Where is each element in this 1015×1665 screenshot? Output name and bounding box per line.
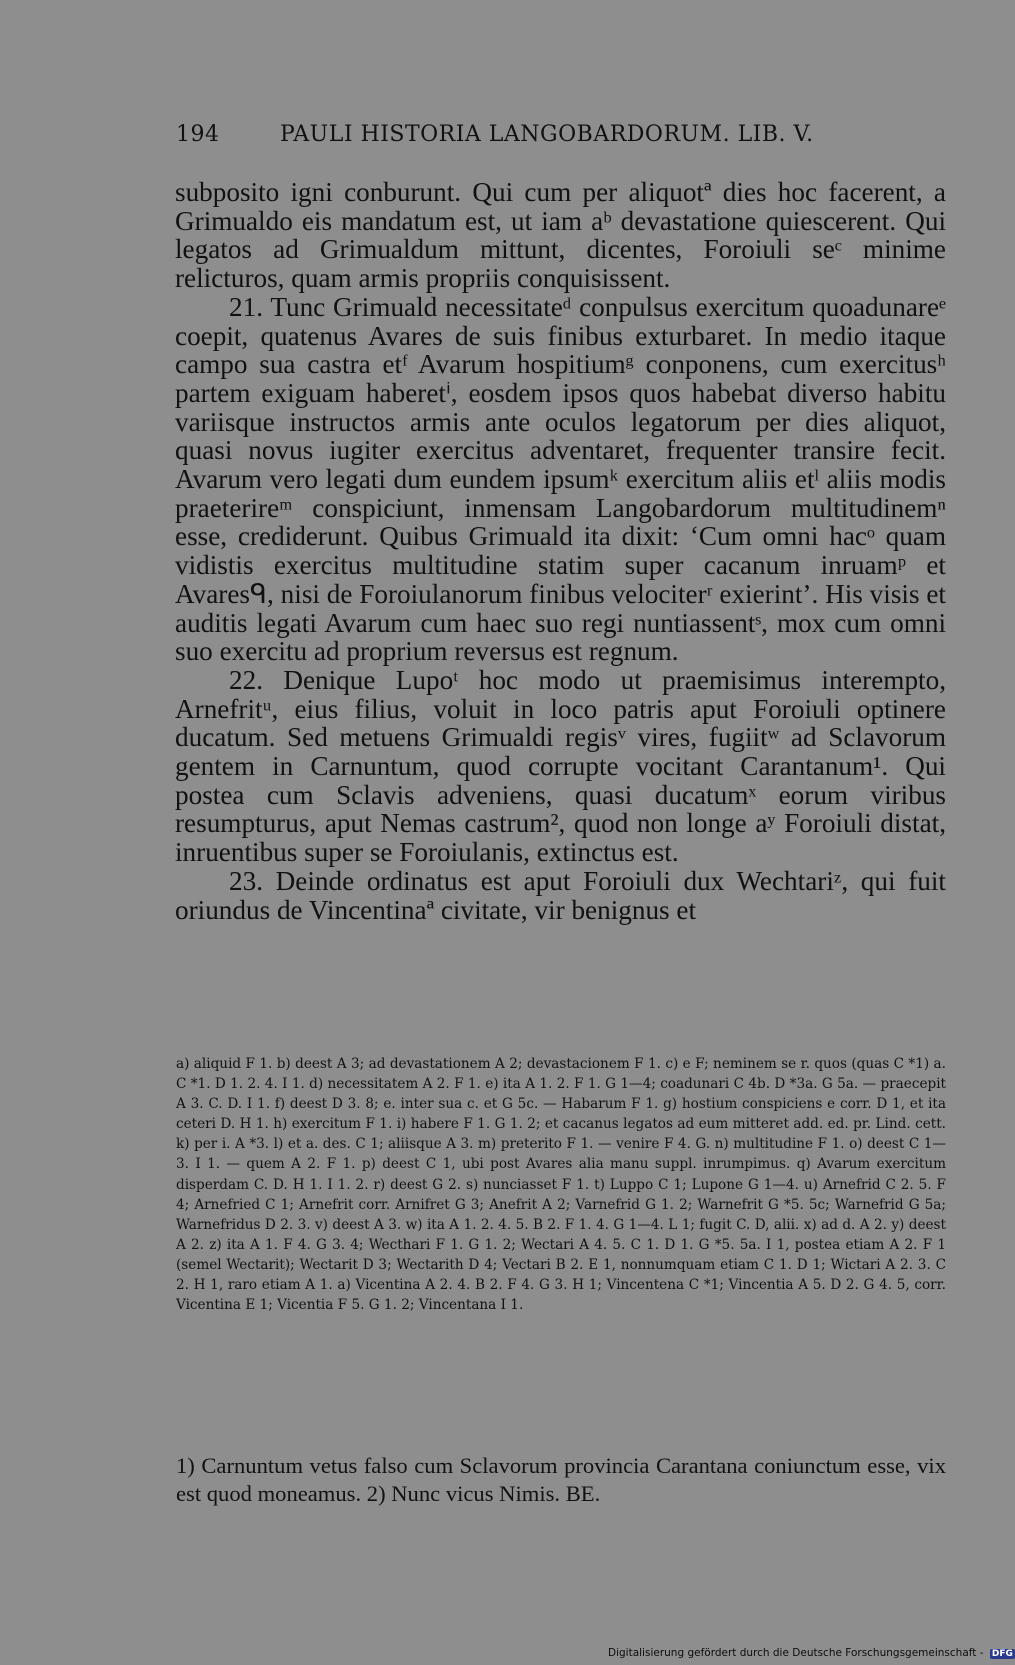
paragraph-chapter-21: 21. Tunc Grimuald necessitateᵈ conpulsus exercitum quoadunareᵉ coepit, quatenus Avares de suis finibus exturbaret. In medio itaque campo sua castra etᶠ Avarum hospitiumᵍ conponens, cum exercitusʰ partem exiguam haberetⁱ, eosdem ipsos quos habebat diverso habitu variisque instructos armis ante oculos legatorum per dies aliquot, quasi novus iugiter exercitus adventaret, frequenter transire fecit. Avarum vero legati dum eundem ipsumᵏ exercitum aliis etˡ aliis modis praeterireᵐ conspiciunt, inmensam Langobardorum multitudinemⁿ esse, crediderunt. Quibus Grimuald ita dixit: ‘Cum omni hacᵒ quam vidistis exercitus multitudine statim super cacanum inruamᵖ et Avaresᑫ, nisi de Foroiulanorum finibus velociterʳ exierint’. His visis et auditis legati Avarum cum haec suo regi nuntiassentˢ, mox cum omni suo exercitu ad proprium reversus est regnum. — [175, 291, 946, 667]
credit-text: Digitalisierung gefördert durch die Deutsche Forschungsgemeinschaft - — [608, 1647, 984, 1659]
page-number: 194 — [176, 122, 220, 147]
paragraph-chapter-23: 23. Deinde ordinatus est aput Foroiuli dux Wechtariᶻ, qui fuit oriundus de Vincentinaª civitate, vir benignus et — [175, 865, 946, 925]
running-title: PAULI HISTORIA LANGOBARDORUM. LIB. V. — [280, 122, 814, 147]
critical-apparatus: a) aliquid F 1. b) deest A 3; ad devastationem A 2; devastacionem F 1. c) e F; neminem se r. quos (quas C *1) a. C *1. D 1. 2. 4. I 1. d) necessitatem A 2. F 1. e) ita A 1. 2. F 1. G 1—4; coadunari C 4b. D *3a. G 5a. — praecepit A 3. C. D. I 1. f) deest D 3. 8; e. inter sua c. et G 5c. — Habarum F 1. g) hostium conspiciens e corr. D 1, et ita ceteri D. H 1. h) exercitum F 1. i) habere F 1. G 1. 2; et cacanus legatos ad eum mitteret add. ed. pr. Lind. cett. k) per i. A *3. l) et a. des. C 1; aliisque A 3. m) preterito F 1. — venire F 4. G. n) multitudine F 1. o) deest C 1—3. I 1. — quem A 2. F 1. p) deest C 1, ubi post Avares alia manu suppl. inrumpimus. q) Avarum exercitum disperdam C. D. H 1. I 1. 2. r) deest G 2. s) nunciasset F 1. t) Luppo C 1; Lupone G 1—4. u) Arnefrid C 2. 5. F 4; Arnefried C 1; Arnefrit corr. Arnifret G 3; Anefrit A 2; Varnefrid G 1. 2; Warnefrit G *5. 5c; Warnefrid G 5a; Warnefridus D 2. 3. v) deest A 3. w) ita A 1. 2. 4. 5. B 2. F 1. 4. G 1—4. L 1; fugit C. D, alii. x) ad d. A 2. y) deest A 2. z) ita A 1. F 4. G 3. 4; Wecthari F 1. G 1. 2; Wectari A 4. 5. C 1. D 1. G *5. 5a. I 1, postea etiam A 2. F 1 (semel Wectarit); Wectarit D 3; Wectarith D 4; Vectari B 2. E 1, nonnumquam etiam C 1. D 1; Wictari A 2. 3. C 2. H 1, raro etiam A 1. a) Vicentina A 2. 4. B 2. F 4. G 3. H 1; Vincentena C *1; Vincentia A 5. D 2. G 4. 5, corr. Vicentina E 1; Vicentia F 5. G 1. 2; Vincentana I 1. — [176, 1056, 946, 1314]
paragraph-chapter-20-end: subposito igni conburunt. Qui cum per aliquotª dies hoc facerent, a Grimualdo eis mandatum est, ut iam aᵇ devastatione quiescerent. Qui legatos ad Grimualdum mittunt, dicentes, Foroiuli seᶜ minime relicturos, quam armis propriis conquisissent. — [175, 177, 946, 294]
main-text — [175, 178, 946, 924]
digitization-credit — [608, 1647, 1013, 1659]
editorial-notes: 1) Carnuntum vetus falso cum Sclavorum provincia Carantana coniunctum esse, vix est quod moneamus. 2) Nunc vicus Nimis. BE. — [176, 1453, 946, 1506]
paragraph-chapter-22: 22. Denique Lupoᵗ hoc modo ut praemisimus interempto, Arnefritᵘ, eius filius, voluit in loco patris aput Foroiuli optinere ducatum. Sed metuens Grimualdi regisᵛ vires, fugiitʷ ad Sclavorum gentem in Carnuntum, quod corrupte vocitant Carantanum¹. Qui postea cum Sclavis adveniens, quasi ducatumˣ eorum viribus resumpturus, aput Nemas castrum², quod non longe aʸ Foroiuli distat, inruentibus super se Foroiulanis, extinctus est. — [175, 664, 946, 868]
dfg-logo: DFG — [991, 1649, 1013, 1659]
